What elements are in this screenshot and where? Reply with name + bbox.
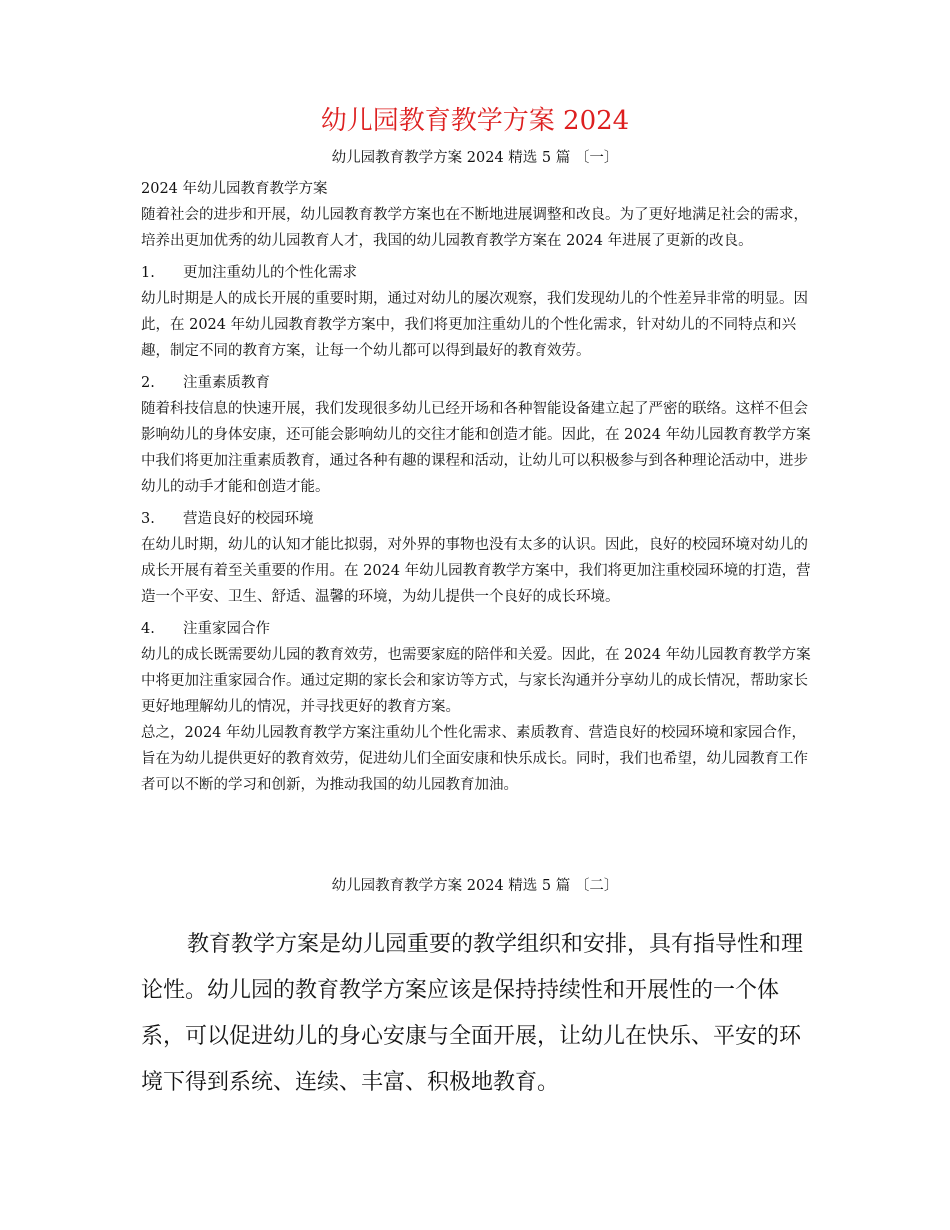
section-paragraph-4: 幼儿的成长既需要幼儿园的教育效劳，也需要家庭的陪伴和关爱。因此，在 2024 年幼儿园教育教学方案中将更加注重家园合作。通过定期的家长会和家访等方式，与家长沟通并分享幼儿的成长情况，帮助家长更好地理解幼儿的情况，并寻找更好的教育方案。: [141, 647, 811, 715]
section-heading-text: 更加注重幼儿的个性化需求: [183, 265, 357, 281]
section-heading-text: 营造良好的校园环境: [183, 511, 314, 527]
document-title: 幼儿园教育教学方案 2024: [320, 106, 630, 136]
section-heading-text: 注重家园合作: [183, 621, 270, 637]
section-heading-3: [141, 506, 813, 532]
section-one-body: [141, 176, 813, 798]
section-paragraph-1: 幼儿时期是人的成长开展的重要时期，通过对幼儿的屡次观察，我们发现幼儿的个性差异非常的明显。因此，在 2024 年幼儿园教育教学方案中，我们将更加注重幼儿的个性化需求，针对幼儿的不同特点和兴趣，制定不同的教育方案，让每一个幼儿都可以得到最好的教育效劳。: [141, 291, 808, 359]
section-number: 1.: [141, 265, 155, 281]
section-paragraph-3: 在幼儿时期，幼儿的认知才能比拟弱，对外界的事物也没有太多的认识。因此，良好的校园环境对幼儿的成长开展有着至关重要的作用。在 2024 年幼儿园教育教学方案中，我们将更加注重校园环境的打造，营造一个平安、卫生、舒适、温馨的环境，为幼儿提供一个良好的成长环境。: [141, 537, 811, 605]
intro-heading: 2024 年幼儿园教育教学方案: [141, 181, 328, 197]
conclusion-paragraph: 总之，2024 年幼儿园教育教学方案注重幼儿个性化需求、素质教育、营造良好的校园环境和家园合作，旨在为幼儿提供更好的教育效劳，促进幼儿们全面安康和快乐成长。同时，我们也希望，幼儿园教育工作者可以不断的学习和创新，为推动我国的幼儿园教育加油。: [141, 725, 808, 793]
section-number: 3.: [141, 511, 155, 527]
section-paragraph-2: 随着科技信息的快速开展，我们发现很多幼儿已经开场和各种智能设备建立起了严密的联络。这样不但会影响幼儿的身体安康，还可能会影响幼儿的交往才能和创造才能。因此，在 2024 年幼儿园教育教学方案中我们将更加注重素质教育，通过各种有趣的课程和活动，让幼儿可以积极参与到各种理论活动中，进步幼儿的动手才能和创造才能。: [141, 401, 811, 495]
section-heading-4: [141, 616, 813, 642]
section-heading-1: [141, 260, 813, 286]
section-heading-text: 注重素质教育: [183, 375, 270, 391]
section-number: 2.: [141, 375, 155, 391]
section-one-subtitle: 幼儿园教育教学方案 2024 精选 5 篇 〔一〕: [331, 150, 619, 166]
section-number: 4.: [141, 621, 155, 637]
section-two-paragraph: 教育教学方案是幼儿园重要的教学组织和安排，具有指导性和理论性。幼儿园的教育教学方案应该是保持持续性和开展性的一个体系，可以促进幼儿的身心安康与全面开展，让幼儿在快乐、平安的环境下得到系统、连续、丰富、积极地教育。: [141, 932, 804, 1095]
section-heading-2: [141, 370, 813, 396]
section-two-subtitle: 幼儿园教育教学方案 2024 精选 5 篇 〔二〕: [331, 878, 619, 894]
intro-paragraph: 随着社会的进步和开展，幼儿园教育教学方案也在不断地进展调整和改良。为了更好地满足社会的需求，培养出更加优秀的幼儿园教育人才，我国的幼儿园教育教学方案在 2024 年进展了更新的改良。: [141, 207, 808, 249]
